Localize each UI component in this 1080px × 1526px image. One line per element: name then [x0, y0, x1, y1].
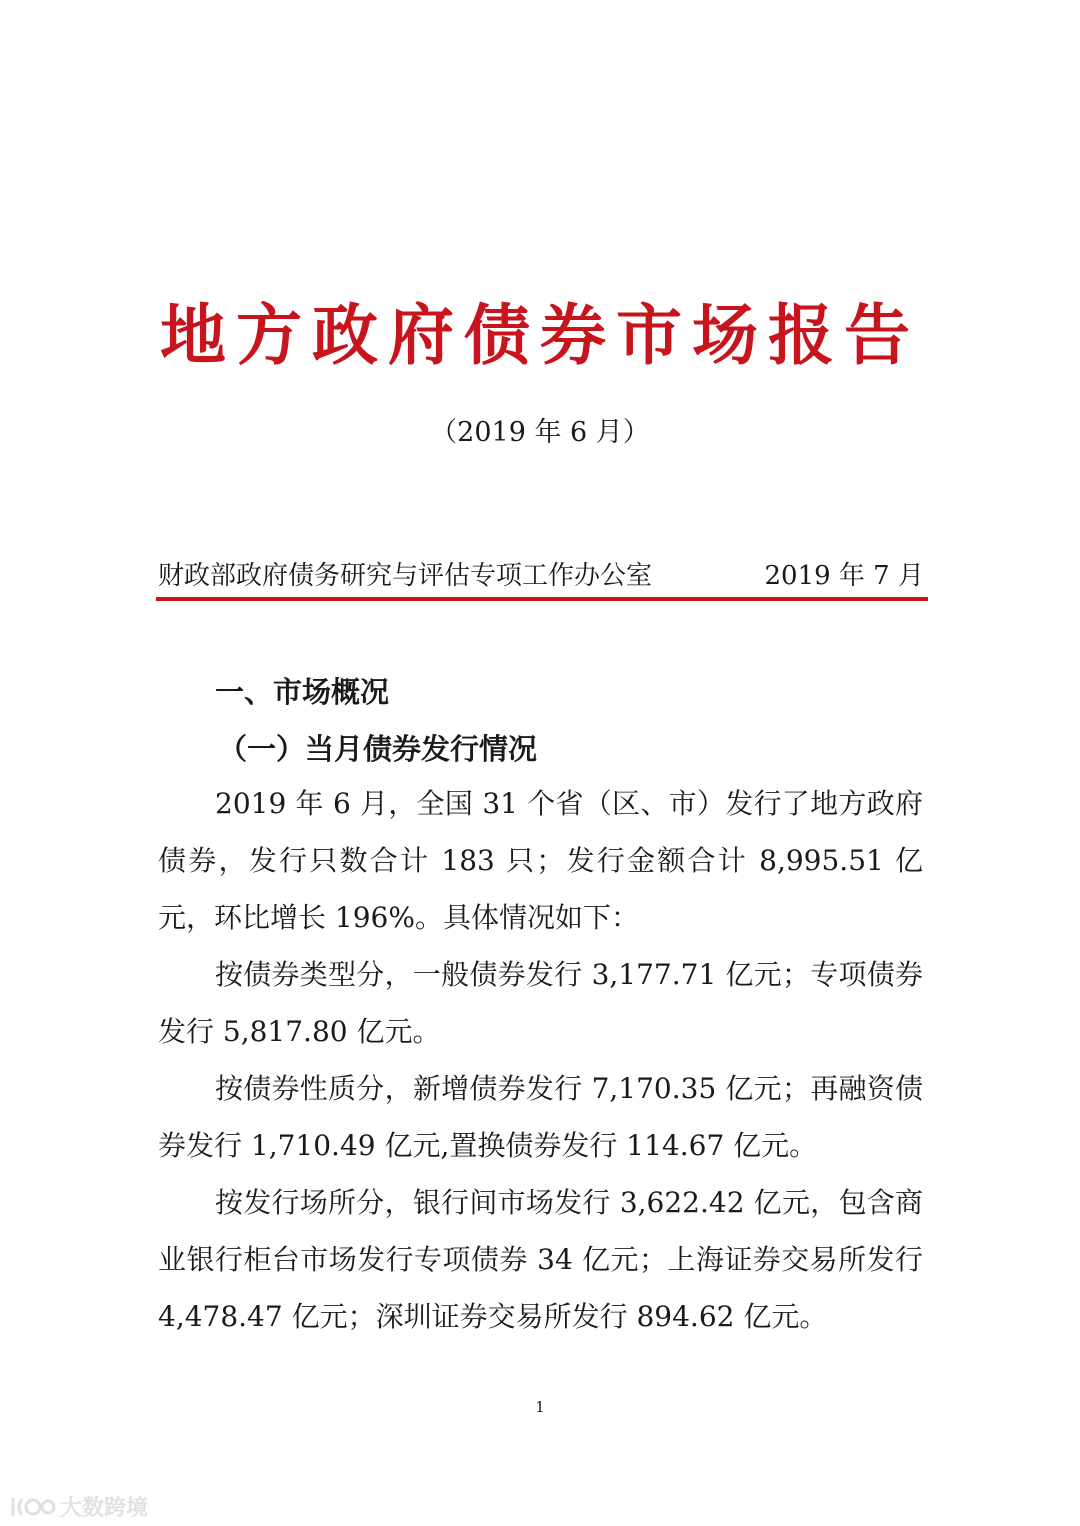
paragraph-overview: 2019 年 6 月，全国 31 个省（区、市）发行了地方政府债券，发行只数合计 183 只；发行金额合计 8,995.51 亿元，环比增长 196%。具体情况如下：: [158, 787, 923, 934]
paragraph-by-type: 按债券类型分，一般债券发行 3,177.71 亿元；专项债券发行 5,817.80 亿元。: [158, 958, 923, 1048]
header-divider: [156, 597, 928, 601]
watermark: [10, 1491, 148, 1522]
watermark-text: 大数跨境: [60, 1496, 149, 1521]
paragraph-by-venue: 按发行场所分，银行间市场发行 3,622.42 亿元，包含商业银行柜台市场发行专项债券 34 亿元；上海证券交易所发行 4,478.47 亿元；深圳证券交易所发行 894.62 亿元。: [158, 1186, 923, 1333]
section-subheading: （一）当月债券发行情况: [218, 732, 538, 766]
watermark-logo-icon: [10, 1494, 56, 1520]
issue-date: 2019 年 7 月: [764, 561, 924, 591]
issuer-name: 财政部政府债务研究与评估专项工作办公室: [158, 561, 653, 591]
paragraph-by-nature: 按债券性质分，新增债券发行 7,170.35 亿元；再融资债券发行 1,710.49 亿元,置换债券发行 114.67 亿元。: [158, 1072, 923, 1162]
section-heading: 一、市场概况: [215, 675, 390, 709]
page-number: 1: [535, 1398, 545, 1416]
report-period: （2019 年 6 月）: [430, 417, 650, 448]
report-title: 地方政府债券市场报告: [160, 296, 920, 374]
